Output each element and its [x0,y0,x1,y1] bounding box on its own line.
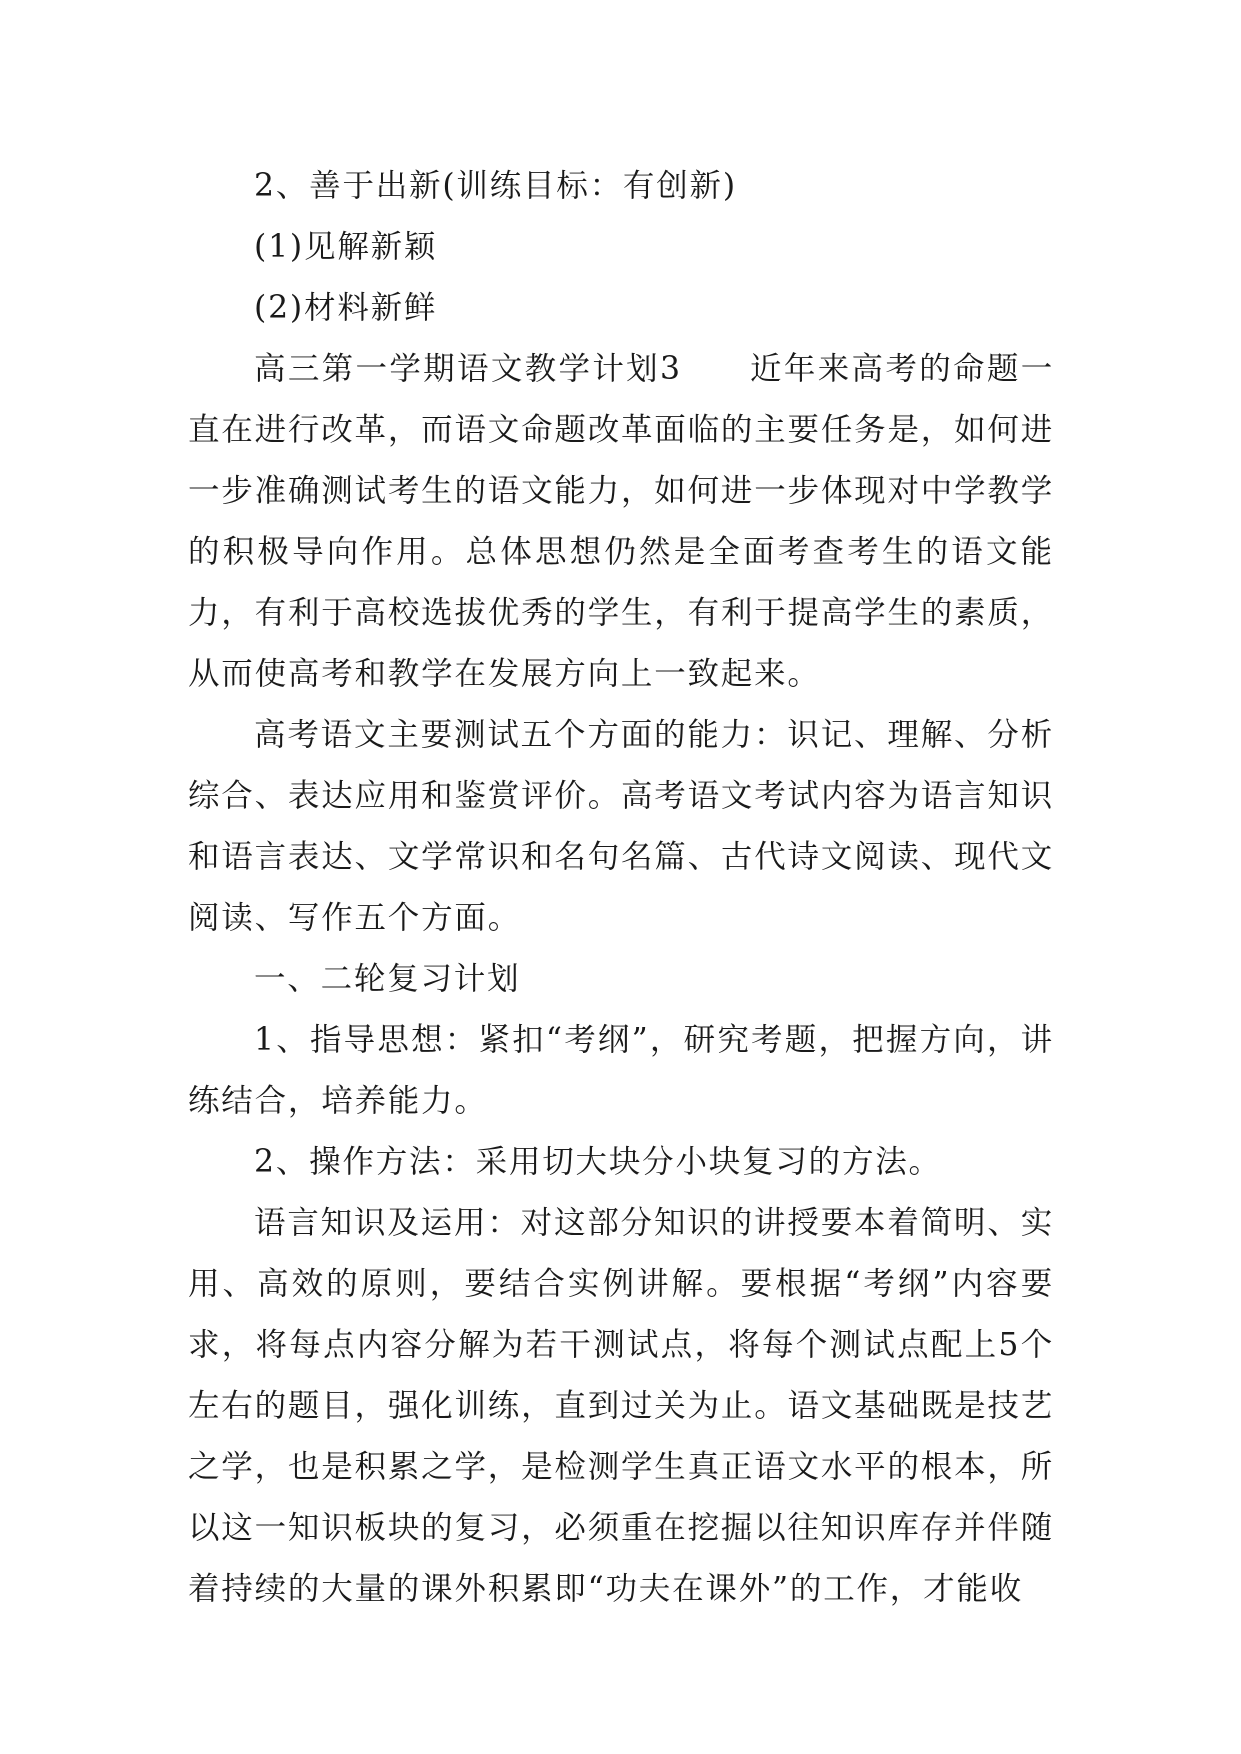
paragraph-training-goal: 2、善于出新(训练目标：有创新) [254,168,737,204]
section-heading-review-plan: 一、二轮复习计划 [254,961,521,997]
paragraph-language-knowledge: 语言知识及运用：对这部分知识的讲授要本着简明、实用、高效的原则，要结合实例讲解。要根据“考纲”内容要求，将每点内容分解为若干测试点，将每个测试点配上5个左右的题目，强化训练，直到过关为止。语文基础既是技艺之学，也是积累之学，是检测学生真正语文水平的根本，所以这一知识板块的复习，必须重在挖掘以往知识库存并伴随着持续的大量的课外积累即“功夫在课外”的工作，才能收 [188,1205,1054,1607]
paragraph-item-1: (1)见解新颖 [254,229,438,265]
paragraph-plan-intro: 高三第一学期语文教学计划3 近年来高考的命题一直在进行改革，而语文命题改革面临的主要任务是，如何进一步准确测试考生的语文能力，如何进一步体现对中学教学的积极导向作用。总体思想仍然是全面考查考生的语文能力，有利于高校选拔优秀的学生，有利于提高学生的素质，从而使高考和教学在发展方向上一致起来。 [188,351,1054,692]
paragraph-guiding-idea: 1、指导思想：紧扣“考纲”，研究考题，把握方向，讲练结合，培养能力。 [188,1022,1054,1119]
paragraph-exam-abilities: 高考语文主要测试五个方面的能力：识记、理解、分析综合、表达应用和鉴赏评价。高考语文考试内容为语言知识和语言表达、文学常识和名句名篇、古代诗文阅读、现代文阅读、写作五个方面。 [188,717,1054,936]
paragraph-method: 2、操作方法：采用切大块分小块复习的方法。 [254,1144,942,1180]
document-body [188,156,1054,1620]
paragraph-item-2: (2)材料新鲜 [254,290,438,326]
